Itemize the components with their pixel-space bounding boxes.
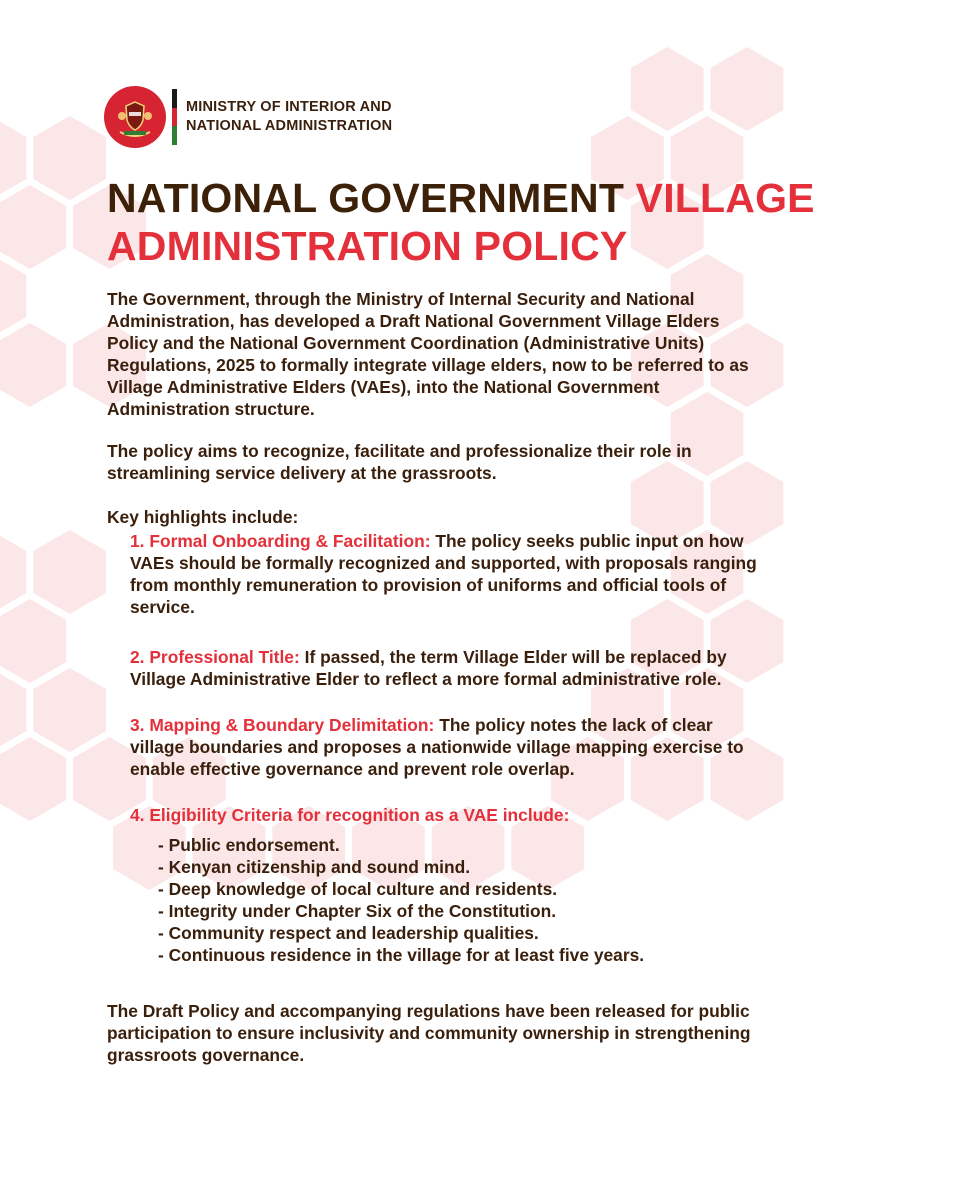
ministry-header (104, 86, 392, 148)
text-line: service. (130, 597, 195, 617)
title-part-2: VILLAGE (635, 175, 815, 221)
aim-paragraph (107, 440, 867, 484)
text-line: enable effective governance and prevent role overlap. (130, 759, 575, 779)
text-line: The policy aims to recognize, facilitate and professionalize their role in (107, 441, 692, 461)
list-item: - Kenyan citizenship and sound mind. (158, 857, 471, 877)
list-item: - Continuous residence in the village for at least five years. (158, 945, 645, 965)
flag-stripe-red (172, 108, 177, 127)
highlight-4-label: 4. Eligibility Criteria for recognition as a VAE include: (130, 805, 570, 825)
text-line: Village Administrative Elder to reflect a more formal administrative role. (130, 669, 722, 689)
text-line: Regulations, 2025 to formally integrate village elders, now to be referred to as (107, 355, 749, 375)
intro-paragraph (107, 288, 867, 420)
list-item: - Integrity under Chapter Six of the Constitution. (158, 901, 557, 921)
highlight-3 (130, 714, 890, 780)
text-line: The Draft Policy and accompanying regulations have been released for public (107, 1001, 750, 1021)
highlight-2 (130, 646, 890, 690)
highlight-1-label: 1. Formal Onboarding & Facilitation: (130, 531, 431, 551)
title-line-2: ADMINISTRATION POLICY (107, 223, 628, 269)
coat-of-arms-seal-icon (104, 86, 166, 148)
highlight-2-label: 2. Professional Title: (130, 647, 300, 667)
text-line: grassroots governance. (107, 1045, 305, 1065)
highlights-label: Key highlights include: (107, 507, 299, 527)
highlight-1-text: The policy seeks public input on how (430, 531, 744, 551)
highlight-3-text: The policy notes the lack of clear (434, 715, 713, 735)
text-line: The Government, through the Ministry of Internal Security and National (107, 289, 695, 309)
text-line: village boundaries and proposes a nationwide village mapping exercise to (130, 737, 744, 757)
eligibility-criteria-list (158, 834, 918, 966)
list-item: - Deep knowledge of local culture and residents. (158, 879, 558, 899)
text-line: streamlining service delivery at the grassroots. (107, 463, 497, 483)
text-line: Administration, has developed a Draft National Government Village Elders (107, 311, 720, 331)
kenya-flag-stripe (172, 89, 177, 145)
title-part-1: NATIONAL GOVERNMENT (107, 175, 636, 221)
list-item: - Public endorsement. (158, 835, 340, 855)
list-item: - Community respect and leadership qualities. (158, 923, 539, 943)
flag-stripe-black (172, 89, 177, 108)
text-line: Policy and the National Government Coordination (Administrative Units) (107, 333, 705, 353)
closing-paragraph (107, 1000, 867, 1066)
text-line: VAEs should be formally recognized and supported, with proposals ranging (130, 553, 757, 573)
page-title (107, 174, 907, 270)
text-line: participation to ensure inclusivity and community ownership in strengthening (107, 1023, 751, 1043)
flag-stripe-green (172, 126, 177, 145)
highlight-3-label: 3. Mapping & Boundary Delimitation: (130, 715, 435, 735)
highlight-1 (130, 530, 890, 618)
text-line: from monthly remuneration to provision of uniforms and official tools of (130, 575, 727, 595)
ministry-name-line-1: MINISTRY OF INTERIOR AND (186, 99, 392, 115)
highlight-2-text: If passed, the term Village Elder will be replaced by (299, 647, 727, 667)
ministry-name (186, 98, 392, 136)
text-line: Administration structure. (107, 399, 315, 419)
ministry-name-line-2: NATIONAL ADMINISTRATION (186, 118, 393, 134)
text-line: Village Administrative Elders (VAEs), into the National Government (107, 377, 660, 397)
